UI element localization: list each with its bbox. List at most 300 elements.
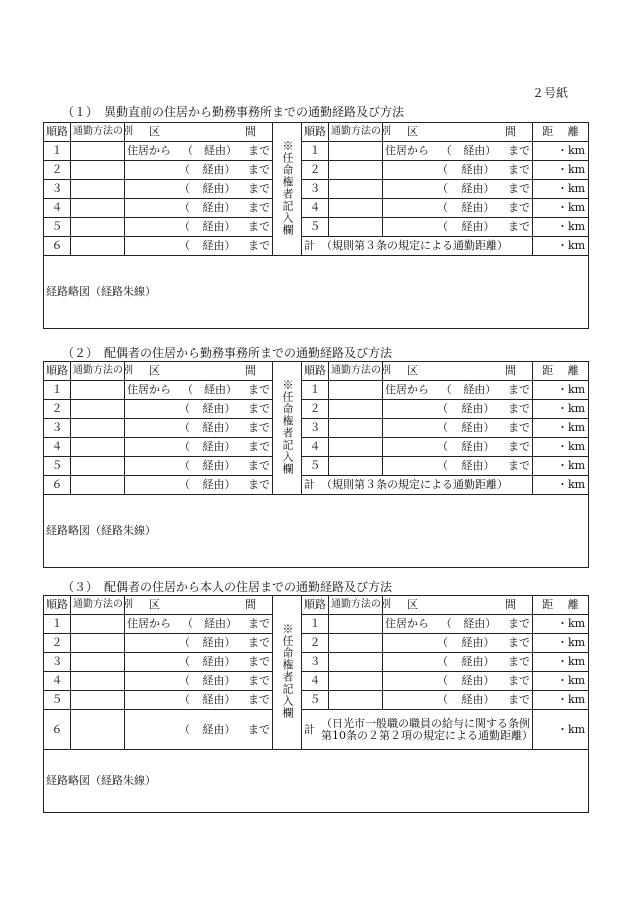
start-label: 住居から xyxy=(385,144,429,157)
method-cell[interactable] xyxy=(71,653,125,672)
distance-header xyxy=(533,362,589,381)
section-3-title: （３） 配偶者の住居から本人の住居までの通勤経路及び方法 xyxy=(62,580,393,594)
method-cell[interactable] xyxy=(329,400,383,419)
row-number: ５ xyxy=(44,457,71,476)
header-row xyxy=(44,596,589,615)
section-header-left: 区 xyxy=(149,125,160,138)
left-section-cell[interactable] xyxy=(125,419,273,438)
via-label: 経由） xyxy=(202,402,236,415)
via-label: 経由） xyxy=(461,459,495,472)
section-header xyxy=(125,596,273,615)
until-label: まで xyxy=(248,655,270,668)
section-1-title: （１） 異動直前の住居から勤務事務所までの通勤経路及び方法 xyxy=(62,105,405,119)
via-label: 経由） xyxy=(202,163,236,176)
row-number: ２ xyxy=(302,634,329,653)
method-cell[interactable] xyxy=(71,381,125,400)
open-paren: （ xyxy=(437,693,448,706)
row-number: ３ xyxy=(44,653,71,672)
via-label: 経由） xyxy=(202,693,236,706)
via-label: 経由） xyxy=(204,144,237,157)
section-header-right: 間 xyxy=(245,125,256,138)
until-label: まで xyxy=(248,478,270,491)
method-cell[interactable] xyxy=(71,438,125,457)
until-label: まで xyxy=(248,239,270,252)
until-label: まで xyxy=(248,144,270,157)
via-label: 経由） xyxy=(461,402,495,415)
method-cell[interactable] xyxy=(329,691,383,710)
until-label: まで xyxy=(508,440,530,453)
section-header-left: 区 xyxy=(149,598,160,611)
until-label: まで xyxy=(508,655,530,668)
map-row xyxy=(44,750,589,813)
km-unit: km xyxy=(568,636,586,649)
via-label: 経由） xyxy=(461,421,495,434)
decimal-dot: ・ xyxy=(557,201,568,214)
distance-cell[interactable] xyxy=(533,438,589,457)
decimal-dot: ・ xyxy=(557,722,568,736)
open-paren: （ xyxy=(437,163,448,176)
route-row xyxy=(44,653,589,672)
until-label: まで xyxy=(508,201,530,214)
row-number: ２ xyxy=(302,400,329,419)
via-label: 経由） xyxy=(202,478,236,491)
method-cell[interactable] xyxy=(329,634,383,653)
right-section-cell[interactable] xyxy=(383,691,533,710)
right-section-cell[interactable] xyxy=(383,218,533,237)
until-label: まで xyxy=(508,421,530,434)
km-unit: km xyxy=(568,163,586,176)
via-label: 経由） xyxy=(202,220,236,233)
section-header-left: 区 xyxy=(149,364,160,377)
open-paren: （ xyxy=(179,478,190,491)
until-label: まで xyxy=(248,459,270,472)
method-cell[interactable] xyxy=(329,615,383,634)
until-label: まで xyxy=(508,693,530,706)
until-label: まで xyxy=(248,636,270,649)
route-row-total xyxy=(44,476,589,495)
start-label: 住居から xyxy=(385,617,429,630)
section-header xyxy=(125,123,273,142)
distance-header-right: 離 xyxy=(567,125,579,138)
via-label: 経由） xyxy=(204,383,237,396)
section-2-table xyxy=(43,361,589,568)
distance-cell[interactable] xyxy=(533,381,589,400)
left-section-cell[interactable] xyxy=(125,653,273,672)
route-row xyxy=(44,457,589,476)
open-paren: （ xyxy=(437,220,448,233)
row-number: ６ xyxy=(44,710,71,750)
via-label: 経由） xyxy=(463,144,497,157)
appointer-entry-label: ※任命権者記入欄 xyxy=(281,623,294,719)
method-cell[interactable] xyxy=(329,672,383,691)
open-paren: （ xyxy=(179,239,190,252)
total-label: 計 xyxy=(304,239,315,252)
section-header-left: 区 xyxy=(407,364,418,377)
via-label: 経由） xyxy=(461,693,495,706)
row-number: ２ xyxy=(44,634,71,653)
km-unit: km xyxy=(568,693,586,706)
route-row-total xyxy=(44,237,589,256)
km-unit: km xyxy=(568,722,586,736)
open-paren: （ xyxy=(179,693,190,706)
decimal-dot: ・ xyxy=(557,440,568,453)
right-section-cell[interactable] xyxy=(383,161,533,180)
start-label: 住居から xyxy=(127,383,171,396)
right-section-cell[interactable] xyxy=(383,672,533,691)
row-number: ４ xyxy=(44,199,71,218)
row-number: ６ xyxy=(44,237,71,256)
via-label: 経由） xyxy=(204,617,237,630)
left-section-cell[interactable] xyxy=(125,457,273,476)
row-number: ３ xyxy=(44,419,71,438)
route-map-label: 経路略図（経路朱線） xyxy=(46,524,156,537)
open-paren: （ xyxy=(437,182,448,195)
row-number: １ xyxy=(44,381,71,400)
row-number: ３ xyxy=(302,180,329,199)
until-label: まで xyxy=(248,383,270,396)
left-section-cell[interactable] xyxy=(125,180,273,199)
decimal-dot: ・ xyxy=(557,693,568,706)
open-paren: （ xyxy=(179,421,190,434)
method-cell[interactable] xyxy=(71,218,125,237)
open-paren: （ xyxy=(437,421,448,434)
route-row xyxy=(44,419,589,438)
distance-cell[interactable] xyxy=(533,457,589,476)
decimal-dot: ・ xyxy=(557,655,568,668)
decimal-dot: ・ xyxy=(557,182,568,195)
open-paren: （ xyxy=(437,655,448,668)
left-section-cell[interactable] xyxy=(125,476,273,495)
row-number: ２ xyxy=(44,161,71,180)
distance-cell[interactable] xyxy=(533,672,589,691)
until-label: まで xyxy=(248,402,270,415)
via-label: 経由） xyxy=(461,182,495,195)
method-cell[interactable] xyxy=(329,419,383,438)
distance-cell[interactable] xyxy=(533,199,589,218)
via-label: 経由） xyxy=(461,201,495,214)
left-section-cell[interactable] xyxy=(125,672,273,691)
form-number: ２号紙 xyxy=(532,86,569,100)
method-cell[interactable] xyxy=(329,180,383,199)
km-unit: km xyxy=(568,440,586,453)
via-label: 経由） xyxy=(461,674,495,687)
via-label: 経由） xyxy=(461,636,495,649)
distance-cell[interactable] xyxy=(533,400,589,419)
open-paren: （ xyxy=(179,655,190,668)
row-number: ３ xyxy=(302,653,329,672)
distance-header-right: 離 xyxy=(567,364,579,377)
until-label: まで xyxy=(248,693,270,706)
method-cell[interactable] xyxy=(71,400,125,419)
route-row xyxy=(44,634,589,653)
map-row xyxy=(44,256,589,329)
total-note: （規則第３条の規定による通勤距離） xyxy=(321,239,508,252)
until-label: まで xyxy=(248,722,270,736)
km-unit: km xyxy=(568,459,586,472)
header-row xyxy=(44,362,589,381)
open-paren: （ xyxy=(179,459,190,472)
via-label: 経由） xyxy=(461,440,495,453)
distance-cell[interactable] xyxy=(533,691,589,710)
right-section-cell[interactable] xyxy=(383,419,533,438)
open-paren: （ xyxy=(182,383,193,396)
row-number: ４ xyxy=(44,438,71,457)
left-section-cell[interactable] xyxy=(125,218,273,237)
decimal-dot: ・ xyxy=(557,402,568,415)
order-header: 順路 xyxy=(44,596,71,615)
left-section-cell[interactable] xyxy=(125,142,273,161)
route-map-area[interactable] xyxy=(44,750,589,813)
distance-header-left: 距 xyxy=(542,364,554,377)
order-header: 順路 xyxy=(44,362,71,381)
start-label: 住居から xyxy=(127,617,171,630)
row-number: ５ xyxy=(302,691,329,710)
method-cell[interactable] xyxy=(71,710,125,750)
header-row xyxy=(44,123,589,142)
total-cell xyxy=(302,237,533,256)
until-label: まで xyxy=(248,674,270,687)
left-section-cell[interactable] xyxy=(125,381,273,400)
km-unit: km xyxy=(568,478,586,491)
row-number: ２ xyxy=(302,161,329,180)
row-number: １ xyxy=(302,615,329,634)
open-paren: （ xyxy=(179,201,190,214)
until-label: まで xyxy=(248,163,270,176)
distance-header xyxy=(533,123,589,142)
method-cell[interactable] xyxy=(329,199,383,218)
decimal-dot: ・ xyxy=(557,383,568,396)
start-label: 住居から xyxy=(385,383,429,396)
open-paren: （ xyxy=(179,636,190,649)
until-label: まで xyxy=(507,617,530,630)
section-header-right: 間 xyxy=(245,364,256,377)
decimal-dot: ・ xyxy=(557,674,568,687)
via-label: 経由） xyxy=(202,636,236,649)
total-cell xyxy=(302,476,533,495)
left-section-cell[interactable] xyxy=(125,634,273,653)
section-header-right: 間 xyxy=(505,364,516,377)
open-paren: （ xyxy=(437,674,448,687)
until-label: まで xyxy=(508,163,530,176)
left-section-cell[interactable] xyxy=(125,237,273,256)
method-cell[interactable] xyxy=(71,419,125,438)
via-label: 経由） xyxy=(202,421,236,434)
via-label: 経由） xyxy=(202,459,236,472)
until-label: まで xyxy=(507,144,530,157)
distance-header-left: 距 xyxy=(542,598,554,611)
distance-cell[interactable] xyxy=(533,142,589,161)
distance-cell[interactable] xyxy=(533,634,589,653)
method-cell[interactable] xyxy=(329,142,383,161)
method-cell[interactable] xyxy=(71,237,125,256)
section-3-table xyxy=(43,595,589,813)
distance-header xyxy=(533,596,589,615)
decimal-dot: ・ xyxy=(557,478,568,491)
map-row xyxy=(44,495,589,568)
method-cell[interactable] xyxy=(329,381,383,400)
km-unit: km xyxy=(568,383,586,396)
right-section-cell[interactable] xyxy=(383,142,533,161)
open-paren: （ xyxy=(179,440,190,453)
route-row xyxy=(44,161,589,180)
total-note: （規則第３条の規定による通勤距離） xyxy=(321,478,508,491)
left-section-cell[interactable] xyxy=(125,438,273,457)
method-header: 通勤方法の別 xyxy=(71,596,125,615)
distance-cell[interactable] xyxy=(533,237,589,256)
order-header: 順路 xyxy=(44,123,71,142)
distance-cell[interactable] xyxy=(533,419,589,438)
km-unit: km xyxy=(568,201,586,214)
method-header: 通勤方法の別 xyxy=(71,362,125,381)
open-paren: （ xyxy=(179,402,190,415)
left-section-cell[interactable] xyxy=(125,710,273,750)
open-paren: （ xyxy=(179,182,190,195)
distance-cell[interactable] xyxy=(533,218,589,237)
open-paren: （ xyxy=(179,163,190,176)
method-cell[interactable] xyxy=(329,438,383,457)
method-cell[interactable] xyxy=(71,476,125,495)
open-paren: （ xyxy=(182,617,193,630)
method-cell[interactable] xyxy=(71,672,125,691)
distance-cell[interactable] xyxy=(533,653,589,672)
method-cell[interactable] xyxy=(71,615,125,634)
left-section-cell[interactable] xyxy=(125,400,273,419)
appointer-entry-column xyxy=(273,362,302,495)
via-label: 経由） xyxy=(202,655,236,668)
distance-cell[interactable] xyxy=(533,615,589,634)
km-unit: km xyxy=(568,239,586,252)
distance-header-right: 離 xyxy=(567,598,579,611)
method-cell[interactable] xyxy=(71,691,125,710)
route-row xyxy=(44,691,589,710)
via-label: 経由） xyxy=(202,674,236,687)
row-number: ５ xyxy=(44,691,71,710)
distance-header-left: 距 xyxy=(542,125,554,138)
decimal-dot: ・ xyxy=(557,239,568,252)
right-section-cell[interactable] xyxy=(383,438,533,457)
open-paren: （ xyxy=(179,674,190,687)
row-number: １ xyxy=(302,142,329,161)
row-number: ５ xyxy=(302,457,329,476)
open-paren: （ xyxy=(182,144,193,157)
left-section-cell[interactable] xyxy=(125,199,273,218)
section-header-right: 間 xyxy=(505,598,516,611)
route-row-total xyxy=(44,710,589,750)
right-section-cell[interactable] xyxy=(383,615,533,634)
open-paren: （ xyxy=(179,220,190,233)
until-label: まで xyxy=(248,617,270,630)
left-section-cell[interactable] xyxy=(125,615,273,634)
row-number: ３ xyxy=(302,419,329,438)
method-cell[interactable] xyxy=(71,457,125,476)
left-section-cell[interactable] xyxy=(125,161,273,180)
section-header-right: 間 xyxy=(245,598,256,611)
km-unit: km xyxy=(568,220,586,233)
right-section-cell[interactable] xyxy=(383,653,533,672)
route-row xyxy=(44,381,589,400)
row-number: １ xyxy=(302,381,329,400)
section-header xyxy=(383,596,533,615)
row-number: ４ xyxy=(302,438,329,457)
route-row xyxy=(44,218,589,237)
via-label: 経由） xyxy=(202,182,236,195)
via-label: 経由） xyxy=(463,383,497,396)
order-header: 順路 xyxy=(302,123,329,142)
km-unit: km xyxy=(568,182,586,195)
row-number: ３ xyxy=(44,180,71,199)
route-map-area[interactable] xyxy=(44,495,589,568)
right-section-cell[interactable] xyxy=(383,634,533,653)
method-cell[interactable] xyxy=(71,634,125,653)
method-cell[interactable] xyxy=(329,457,383,476)
section-header xyxy=(383,362,533,381)
section-header xyxy=(125,362,273,381)
open-paren: （ xyxy=(440,383,452,396)
row-number: ６ xyxy=(44,476,71,495)
section-header-right: 間 xyxy=(505,125,516,138)
row-number: ４ xyxy=(302,199,329,218)
open-paren: （ xyxy=(437,440,448,453)
total-label: 計 xyxy=(304,478,315,491)
method-header: 通勤方法の別 xyxy=(71,123,125,142)
row-number: ２ xyxy=(44,400,71,419)
distance-cell[interactable] xyxy=(533,161,589,180)
until-label: まで xyxy=(248,182,270,195)
open-paren: （ xyxy=(437,459,448,472)
distance-cell[interactable] xyxy=(533,180,589,199)
method-cell[interactable] xyxy=(329,161,383,180)
row-number: ５ xyxy=(302,218,329,237)
distance-cell[interactable] xyxy=(533,710,589,750)
section-1-table xyxy=(43,122,589,329)
until-label: まで xyxy=(508,220,530,233)
right-section-cell[interactable] xyxy=(383,199,533,218)
right-section-cell[interactable] xyxy=(383,400,533,419)
decimal-dot: ・ xyxy=(557,220,568,233)
right-section-cell[interactable] xyxy=(383,381,533,400)
right-section-cell[interactable] xyxy=(383,457,533,476)
section-header-left: 区 xyxy=(407,125,418,138)
km-unit: km xyxy=(568,655,586,668)
route-row xyxy=(44,615,589,634)
decimal-dot: ・ xyxy=(557,421,568,434)
left-section-cell[interactable] xyxy=(125,691,273,710)
distance-cell[interactable] xyxy=(533,476,589,495)
until-label: まで xyxy=(508,182,530,195)
until-label: まで xyxy=(507,383,530,396)
method-cell[interactable] xyxy=(71,199,125,218)
open-paren: （ xyxy=(437,201,448,214)
via-label: 経由） xyxy=(202,201,236,214)
until-label: まで xyxy=(248,421,270,434)
method-cell[interactable] xyxy=(71,161,125,180)
method-cell[interactable] xyxy=(71,142,125,161)
km-unit: km xyxy=(568,421,586,434)
until-label: まで xyxy=(508,402,530,415)
km-unit: km xyxy=(568,674,586,687)
method-cell[interactable] xyxy=(71,180,125,199)
until-label: まで xyxy=(508,459,530,472)
km-unit: km xyxy=(568,402,586,415)
section-header-left: 区 xyxy=(407,598,418,611)
via-label: 経由） xyxy=(202,239,236,252)
right-section-cell[interactable] xyxy=(383,180,533,199)
route-map-area[interactable] xyxy=(44,256,589,329)
section-header xyxy=(383,123,533,142)
method-cell[interactable] xyxy=(329,653,383,672)
method-cell[interactable] xyxy=(329,218,383,237)
order-header: 順路 xyxy=(302,362,329,381)
